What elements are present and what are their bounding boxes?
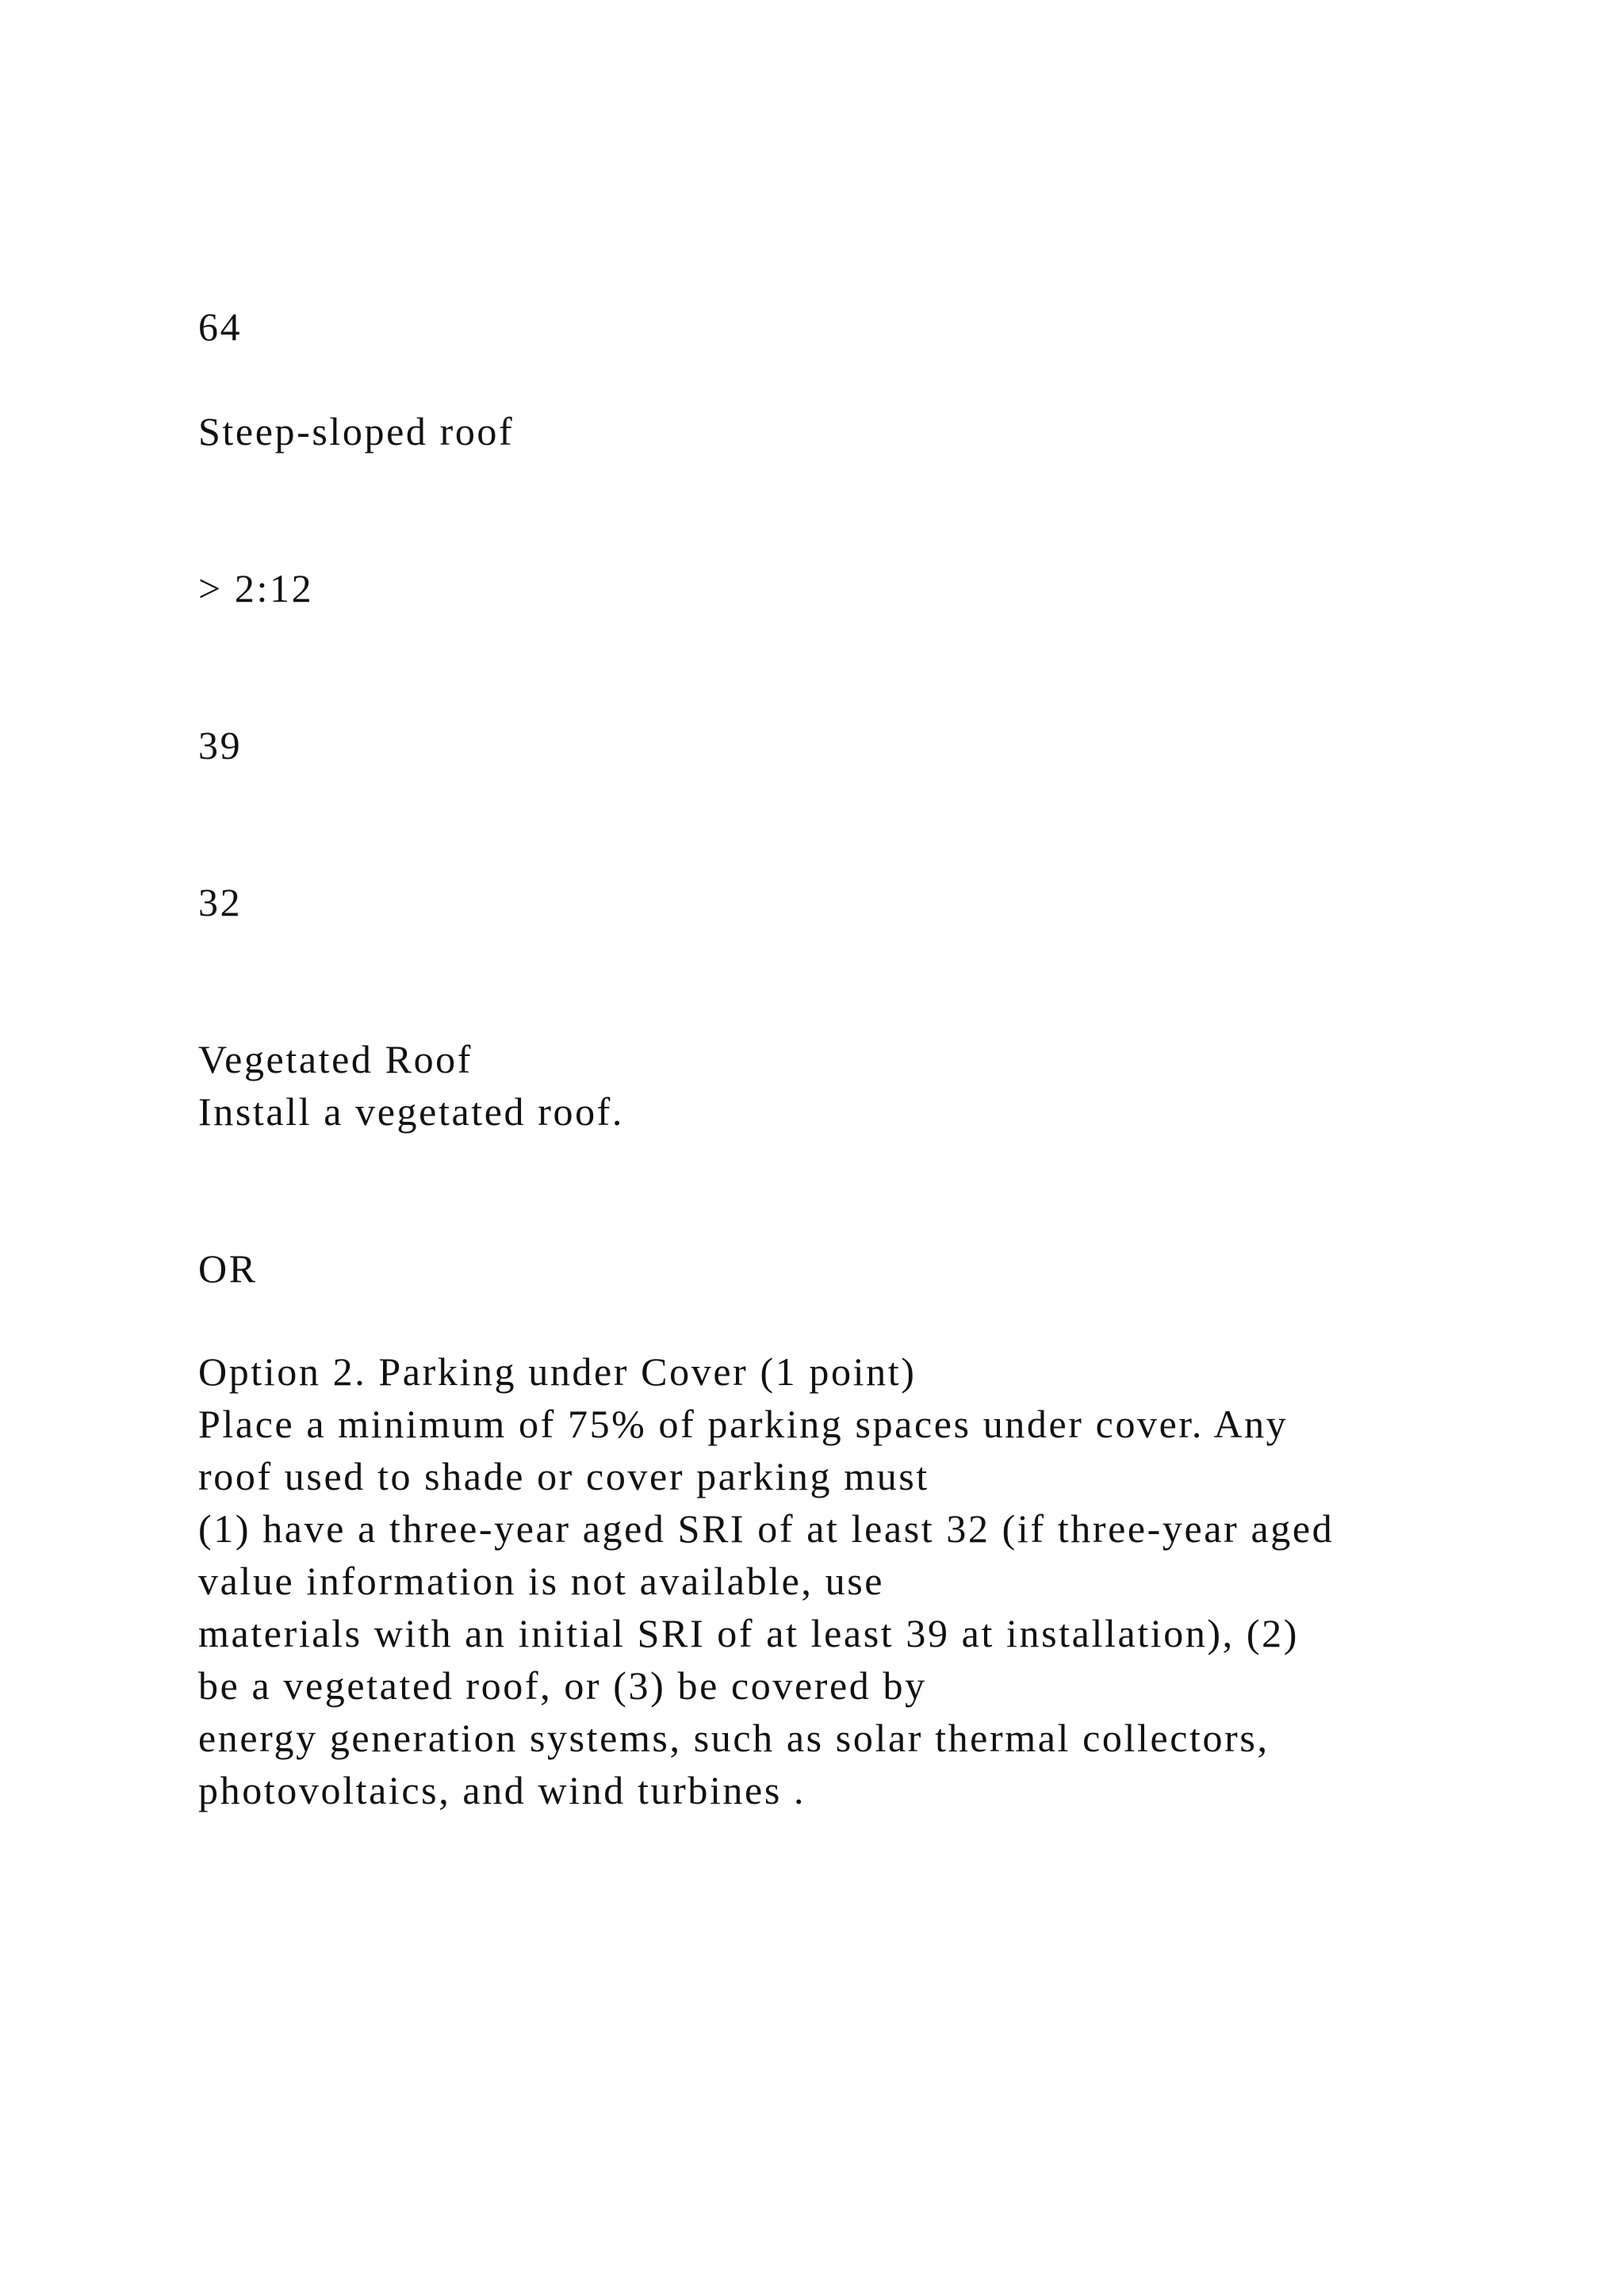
or-separator: OR <box>198 1246 258 1291</box>
roof-type-label: Steep-sloped roof <box>198 409 515 453</box>
value-64: 64 <box>198 304 243 349</box>
slope-value: > 2:12 <box>198 566 314 610</box>
option-2-line: energy generation systems, such as solar thermal collectors, <box>198 1716 1270 1760</box>
value-32: 32 <box>198 880 243 924</box>
value-39: 39 <box>198 723 243 767</box>
option-2-line: materials with an initial SRI of at least 39 at installation), (2) <box>198 1611 1299 1655</box>
option-2-line: roof used to shade or cover parking must <box>198 1454 929 1498</box>
option-2-section <box>198 1345 1334 1816</box>
option-2-line: (1) have a three-year aged SRI of at least 32 (if three-year aged <box>198 1506 1335 1551</box>
option-2-line: be a vegetated roof, or (3) be covered by <box>198 1663 927 1708</box>
option-2-line: photovoltaics, and wind turbines . <box>198 1768 806 1812</box>
option-2-line: value information is not available, use <box>198 1559 885 1603</box>
vegetated-roof-heading: Vegetated Roof <box>198 1037 473 1081</box>
vegetated-roof-text: Install a vegetated roof. <box>198 1089 625 1134</box>
option-2-heading: Option 2. Parking under Cover (1 point) <box>198 1349 917 1394</box>
option-2-line: Place a minimum of 75% of parking spaces under cover. Any <box>198 1402 1289 1446</box>
